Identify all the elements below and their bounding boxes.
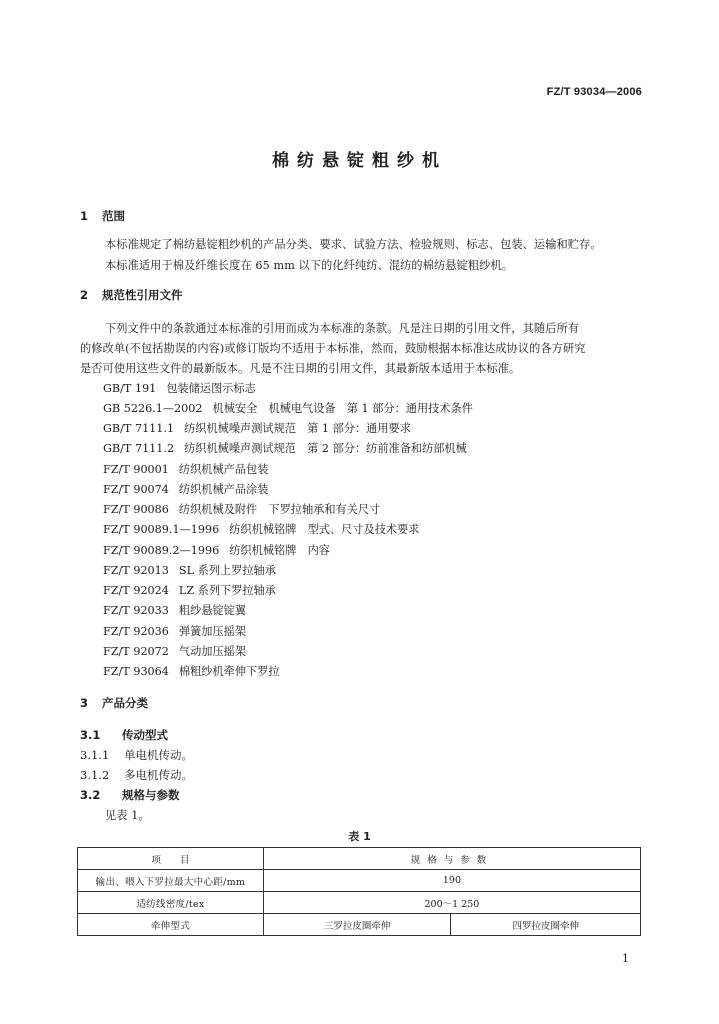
spec-table [77, 847, 641, 936]
reference-title: 气动加压摇架 [178, 645, 247, 658]
see-table-note: 见表 1。 [105, 809, 150, 822]
subsection-title: 传动型式 [122, 728, 168, 742]
section-number: 3 [80, 696, 89, 710]
clause-number: 3.1.2 [80, 768, 110, 782]
table-row-value: 三罗拉皮圈牵伸 [263, 914, 451, 936]
reference-title: 机械安全 机械电气设备 第 1 部分：通用技术条件 [212, 402, 473, 415]
section-2-heading [80, 287, 183, 303]
table-header-row [78, 848, 641, 870]
reference-title: 纺织机械产品包装 [178, 463, 269, 476]
section-3-heading [80, 695, 148, 711]
reference-item [103, 623, 246, 639]
section-2-intro-line: 是否可使用这些文件的最新版本。凡是不注日期的引用文件，其最新版本适用于本标准。 [80, 362, 521, 375]
table-row-value: 200～1 250 [263, 892, 640, 914]
clause-text: 单电机传动。 [124, 748, 193, 762]
table-header-item: 项 目 [78, 848, 264, 870]
table-row-label: 适纺线密度/tex [78, 892, 264, 914]
subsection-title: 规格与参数 [122, 788, 180, 802]
table-row-label: 牵伸型式 [78, 914, 264, 936]
reference-code: GB/T 7111.1 [103, 422, 175, 435]
clause-3-1-1 [80, 747, 193, 763]
section-title: 产品分类 [102, 696, 148, 710]
reference-item [103, 562, 276, 578]
subsection-number: 3.1 [80, 728, 101, 742]
section-1-heading [80, 208, 125, 224]
section-title: 规范性引用文件 [102, 288, 183, 302]
clause-text: 多电机传动。 [124, 768, 193, 782]
table-row [78, 870, 641, 892]
reference-item [103, 461, 268, 477]
reference-item [103, 380, 256, 396]
reference-code: FZ/T 92024 [103, 584, 169, 597]
reference-code: FZ/T 90074 [103, 483, 169, 496]
reference-item [103, 481, 268, 497]
document-title: 棉纺悬锭粗纱机 [272, 151, 447, 171]
section-1-paragraph: 本标准规定了棉纺悬锭粗纱机的产品分类、要求、试验方法、检验规则、标志、包装、运输和贮存。 [105, 238, 602, 251]
reference-item [103, 420, 411, 436]
clause-3-1-2 [80, 767, 193, 783]
section-2-intro-line: 的修改单(不包括勘误的内容)或修订版均不适用于本标准，然而，鼓励根据本标准达成协议的各方研究 [80, 342, 586, 355]
table-caption: 表 1 [348, 830, 371, 843]
reference-code: FZ/T 90089.2—1996 [103, 544, 220, 557]
section-1-paragraph: 本标准适用于棉及纤维长度在 65 mm 以下的化纤纯纺、混纺的棉纺悬锭粗纱机。 [105, 259, 514, 272]
reference-title: 弹簧加压摇架 [178, 625, 247, 638]
reference-code: FZ/T 90001 [103, 463, 169, 476]
reference-code: FZ/T 90089.1—1996 [103, 523, 220, 536]
reference-title: SL 系列上罗拉轴承 [178, 564, 276, 577]
reference-item [103, 440, 467, 456]
reference-title: LZ 系列下罗拉轴承 [178, 584, 276, 597]
subsection-3-1-heading [80, 727, 168, 743]
page-number: 1 [622, 952, 629, 965]
table-row [78, 892, 641, 914]
reference-code: GB/T 191 [103, 382, 157, 395]
reference-item [103, 643, 246, 659]
reference-code: FZ/T 90086 [103, 503, 169, 516]
reference-code: FZ/T 92036 [103, 625, 169, 638]
reference-item [103, 582, 276, 598]
reference-title: 纺织机械产品涂装 [178, 483, 269, 496]
document-code: FZ/T 93034—2006 [546, 86, 642, 98]
reference-title: 纺织机械铭牌 内容 [229, 544, 330, 557]
reference-code: GB 5226.1—2002 [103, 402, 203, 415]
section-number: 2 [80, 288, 89, 302]
reference-title: 纺织机械噪声测试规范 第 2 部分：纺前准备和纺部机械 [184, 442, 467, 455]
reference-title: 包装储运图示标志 [166, 382, 256, 395]
reference-item [103, 501, 380, 517]
reference-item [103, 542, 330, 558]
table-row-label: 输出、喂入下罗拉最大中心距/mm [78, 870, 264, 892]
reference-code: FZ/T 92033 [103, 604, 169, 617]
table-header-spec: 规格与参数 [263, 848, 640, 870]
section-title: 范围 [102, 209, 125, 223]
table-row-value: 190 [263, 870, 640, 892]
reference-item [103, 521, 419, 537]
reference-title: 粗纱悬锭锭翼 [178, 604, 247, 617]
table-row [78, 914, 641, 936]
section-number: 1 [80, 209, 89, 223]
table-row-value: 四罗拉皮圈牵伸 [451, 914, 641, 936]
subsection-3-2-heading [80, 787, 180, 803]
reference-title: 纺织机械铭牌 型式、尺寸及技术要求 [229, 523, 420, 536]
section-2-intro-line: 下列文件中的条款通过本标准的引用而成为本标准的条款。凡是注日期的引用文件，其随后所有 [105, 322, 580, 335]
reference-title: 棉粗纱机牵伸下罗拉 [178, 665, 280, 678]
reference-code: FZ/T 93064 [103, 665, 169, 678]
reference-item [103, 663, 280, 679]
clause-number: 3.1.1 [80, 748, 110, 762]
reference-item [103, 400, 473, 416]
reference-title: 纺织机械及附件 下罗拉轴承和有关尺寸 [178, 503, 381, 516]
reference-item [103, 602, 246, 618]
reference-code: GB/T 7111.2 [103, 442, 175, 455]
reference-code: FZ/T 92013 [103, 564, 169, 577]
subsection-number: 3.2 [80, 788, 101, 802]
reference-code: FZ/T 92072 [103, 645, 169, 658]
reference-title: 纺织机械噪声测试规范 第 1 部分：通用要求 [184, 422, 411, 435]
